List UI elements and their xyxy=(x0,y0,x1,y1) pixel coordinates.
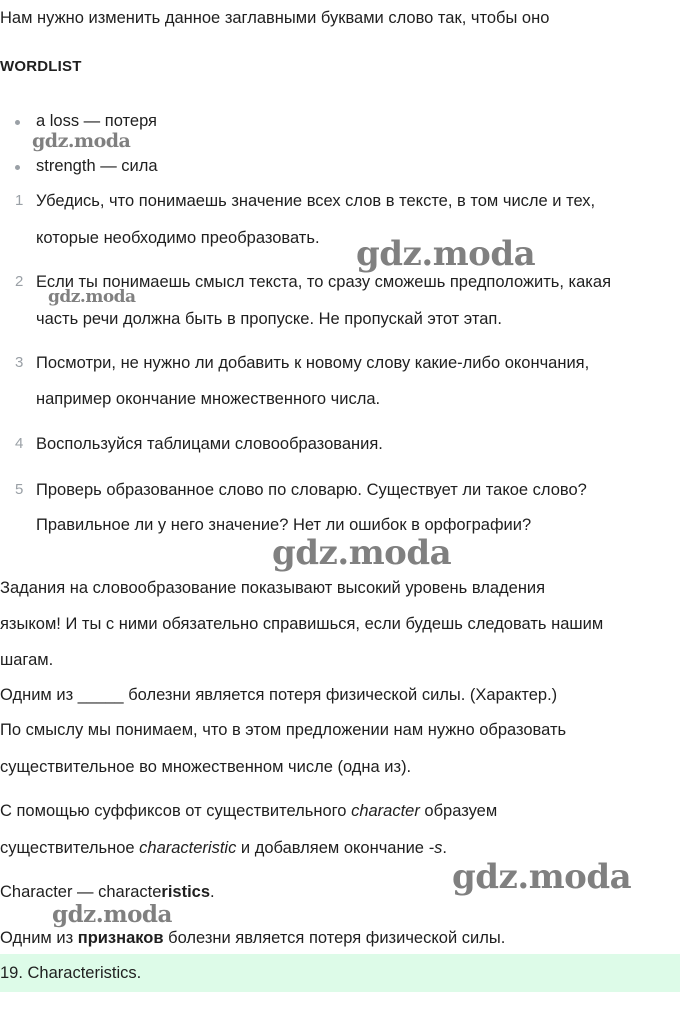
watermark-logo: gdz.moda xyxy=(32,130,131,152)
added-suffix: ristics xyxy=(161,883,211,901)
watermark-logo: gdz.moda xyxy=(272,533,452,573)
watermark-logo: gdz.moda xyxy=(356,234,536,274)
task-sentence: Одним из _____ болезни является потеря физической силы. (Характер.) xyxy=(0,686,558,704)
wordlist-item: a loss — потеря xyxy=(36,112,157,130)
watermark-logo: gdz.moda xyxy=(48,287,136,307)
base-word: character xyxy=(351,802,420,820)
wordlist-heading: WORDLIST xyxy=(0,58,82,75)
step-number: 3 xyxy=(15,354,24,371)
answer-sentence: Одним из признаков болезни является потеря физической силы. xyxy=(0,929,506,947)
wordlist-item: strength — сила xyxy=(36,157,158,175)
conclusion-text: шагам. xyxy=(0,651,54,669)
watermark-logo: gdz.moda xyxy=(52,901,172,928)
suffix: -s xyxy=(428,839,443,857)
step-number: 2 xyxy=(15,273,24,290)
step-number: 1 xyxy=(15,192,24,209)
derivation-line: существительное characteristic и добавляем окончание -s. xyxy=(0,839,447,857)
step-text: Посмотри, не нужно ли добавить к новому слову какие-либо окончания, xyxy=(36,354,590,372)
formation-line: Character — characteristics. xyxy=(0,883,215,901)
step-text: Воспользуйся таблицами словообразования. xyxy=(36,435,383,453)
conclusion-text: языком! И ты с ними обязательно справишься, если будешь следовать нашим xyxy=(0,615,604,633)
step-text: Убедись, что понимаешь значение всех слов в тексте, в том числе и тех, xyxy=(36,192,596,210)
step-text: которые необходимо преобразовать. xyxy=(36,229,320,247)
answer-text: 19. Characteristics. xyxy=(0,964,142,982)
derived-word: characteristic xyxy=(139,839,237,857)
step-text: Правильное ли у него значение? Нет ли ошибок в орфографии? xyxy=(36,516,532,534)
step-text: Проверь образованное слово по словарю. Существует ли такое слово? xyxy=(36,481,587,499)
explanation-text: существительное во множественном числе (одна из). xyxy=(0,758,412,776)
intro-text: Нам нужно изменить данное заглавными буквами слово так, чтобы оно xyxy=(0,9,550,27)
derivation-line: С помощью суффиксов от существительного character образуем xyxy=(0,802,498,820)
bullet-icon xyxy=(15,165,20,170)
bullet-icon xyxy=(15,120,20,125)
step-number: 5 xyxy=(15,481,24,498)
step-text: например окончание множественного числа. xyxy=(36,390,381,408)
watermark-logo: gdz.moda xyxy=(452,857,632,897)
conclusion-text: Задания на словообразование показывают высокий уровень владения xyxy=(0,579,546,597)
step-text: часть речи должна быть в пропуске. Не пропускай этот этап. xyxy=(36,310,502,328)
answer-word: признаков xyxy=(77,929,164,947)
explanation-text: По смыслу мы понимаем, что в этом предложении нам нужно образовать xyxy=(0,721,567,739)
step-number: 4 xyxy=(15,435,24,452)
step-text: Если ты понимаешь смысл текста, то сразу сможешь предположить, какая xyxy=(36,273,612,291)
